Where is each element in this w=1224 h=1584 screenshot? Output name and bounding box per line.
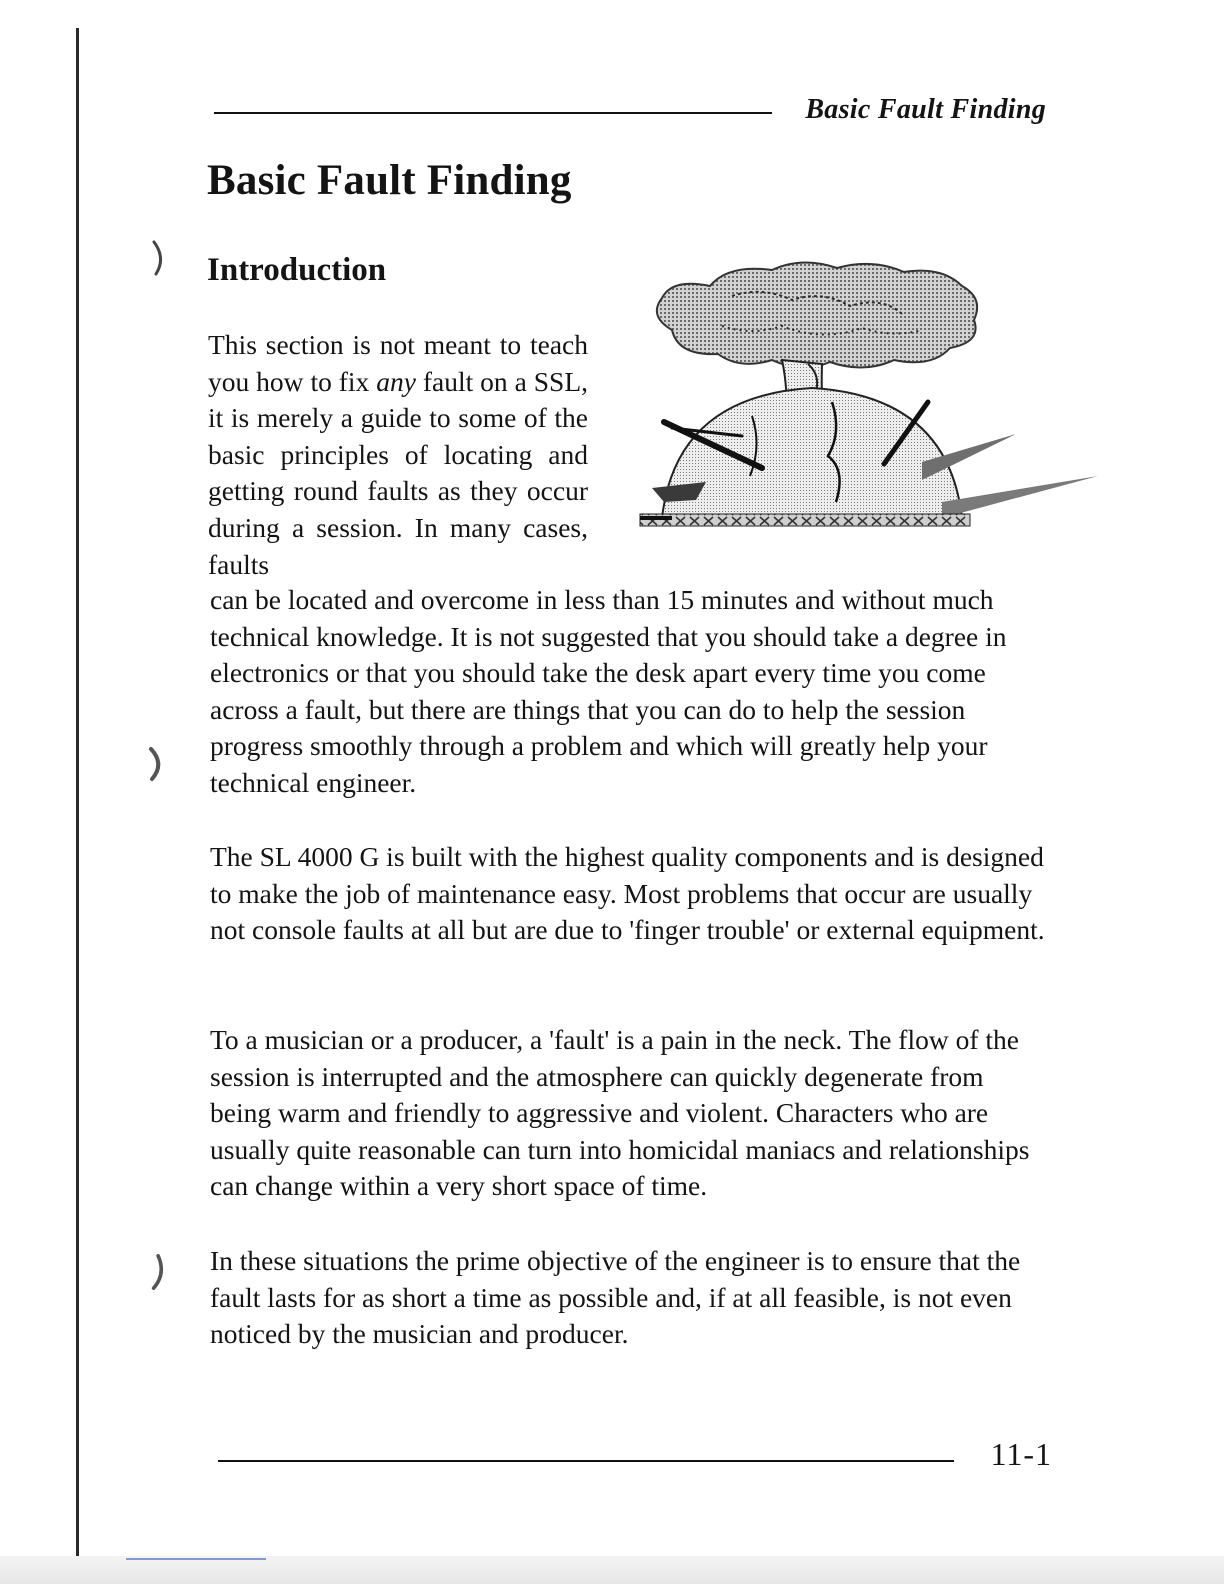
- punch-hole-mark-bottom: [150, 1254, 168, 1290]
- intro-text-end: fault on a SSL, it is merely a guide to some of the basic principles of locating and getting round faults as they occur during a session. In many cases, faults: [208, 365, 588, 580]
- chapter-title: Basic Fault Finding: [207, 157, 572, 204]
- body-paragraph-musician: To a musician or a producer, a 'fault' is a pain in the neck. The flow of the session is interrupted and the atmosphere can quickly degenerate from being warm and friendly to aggressive and violent. Characters who are usually quite reasonable can turn into homicidal maniacs and relationships can change within a very short space of time.: [210, 1024, 1030, 1202]
- intro-text-start: This section is not meant to teach you how to fix: [208, 329, 588, 397]
- page-number: 11-1: [990, 1436, 1052, 1472]
- punch-hole-mark-top: [150, 240, 168, 276]
- section-title-introduction: Introduction: [207, 252, 387, 288]
- footer-rule: [218, 1460, 954, 1462]
- binding-edge: [76, 28, 79, 1558]
- scan-bottom-edge: [0, 1556, 1224, 1584]
- punch-hole-mark-middle: [148, 746, 166, 782]
- exploding-console-icon: [632, 256, 1102, 536]
- intro-text-emphasis: any: [376, 365, 416, 397]
- dome-explosion: [662, 388, 962, 518]
- header-rule: [214, 112, 772, 114]
- intro-paragraph-wide: can be located and overcome in less than 15 minutes and without much technical knowledge. It is not suggested that you should take a degree in electronics or that you should take the desk apart every time you come across a fault, but there are things that you can do to help the session progress smoothly through a problem and which will greatly help your technical engineer.: [210, 584, 1007, 798]
- running-head: Basic Fault Finding: [805, 94, 1046, 125]
- scan-edge-mark: [126, 1558, 266, 1560]
- mushroom-cloud: [657, 262, 977, 367]
- body-paragraph-quality: The SL 4000 G is built with the highest quality components and is designed to make the job of maintenance easy. Most problems that occur are usually not console faults at all but are due to 'finger trouble' or external equipment.: [210, 841, 1045, 946]
- body-paragraph-objective: In these situations the prime objective of the engineer is to ensure that the fault lasts for as short a time as possible and, if at all feasible, is not even noticed by the musician and producer.: [210, 1245, 1021, 1350]
- console-base: [640, 514, 970, 526]
- intro-paragraph-narrow: [208, 327, 588, 583]
